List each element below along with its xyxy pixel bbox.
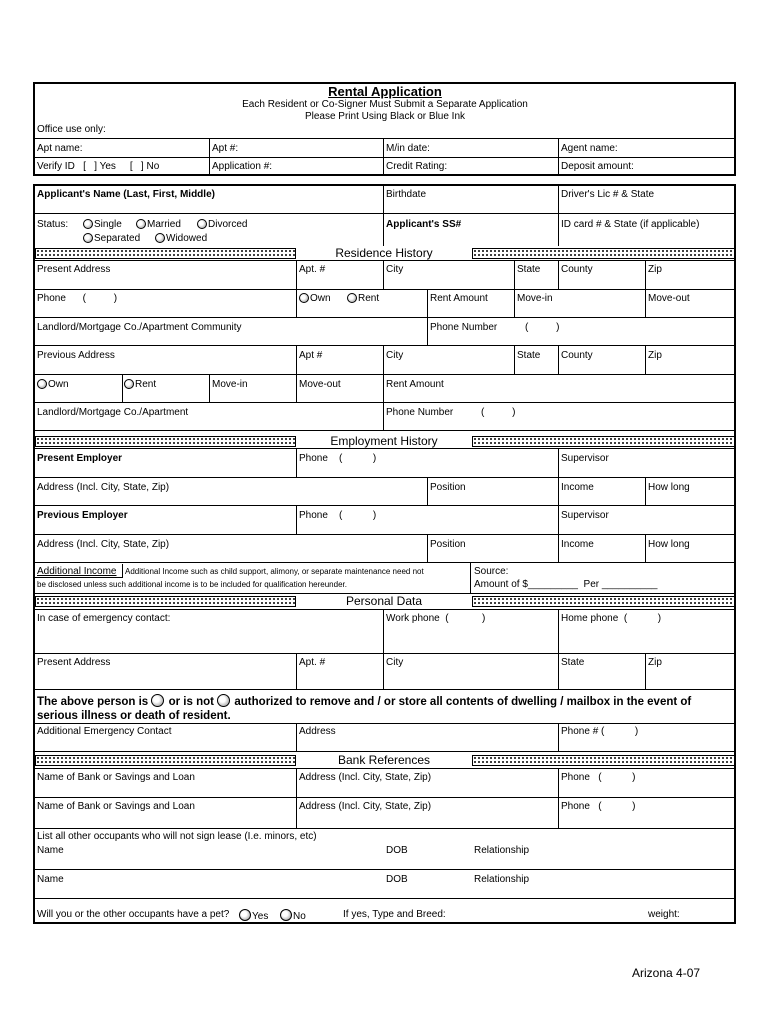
present-zip-field[interactable]: Zip (648, 264, 662, 275)
section-bar-right (472, 436, 735, 447)
pet-weight-field[interactable]: weight: (648, 909, 680, 920)
authorized-no-radio-icon[interactable] (217, 694, 230, 707)
previous-city-field[interactable]: City (386, 350, 404, 361)
radio-circle-icon[interactable] (280, 909, 292, 921)
section-bar-right (472, 755, 735, 766)
id-card-field[interactable]: ID card # & State (if applicable) (561, 219, 700, 230)
previous-employer-field[interactable]: Previous Employer (37, 510, 128, 521)
bank-name-field-2[interactable]: Name of Bank or Savings and Loan (37, 801, 195, 812)
radio-circle-icon[interactable] (124, 379, 134, 389)
previous-employer-phone-field[interactable]: Phone ( ) (299, 510, 377, 521)
occupant-relationship-field-2[interactable]: Relationship (474, 874, 530, 885)
income-amount-field[interactable]: Amount of $_________ Per __________ (474, 579, 658, 590)
credit-rating-field[interactable]: Credit Rating: (386, 161, 448, 172)
occupant-dob-field-1[interactable]: DOB (386, 845, 408, 856)
additional-emergency-contact-field[interactable]: Additional Emergency Contact (37, 726, 172, 737)
residence-own-option[interactable]: Own (299, 293, 331, 305)
previous-county-field[interactable]: County (561, 350, 593, 361)
previous-address-field[interactable]: Previous Address (37, 350, 115, 361)
status-separated-option[interactable]: Separated (83, 233, 140, 245)
personal-data-heading: Personal Data (345, 594, 423, 608)
additional-contact-address-field[interactable]: Address (299, 726, 336, 737)
previous-how-long-field[interactable]: How long (648, 539, 690, 550)
landlord-phone-field[interactable]: Phone Number ( ) (430, 322, 560, 333)
previous-move-out-field[interactable]: Move-out (299, 379, 341, 390)
form-title: Rental Application (328, 84, 442, 99)
previous-landlord-field[interactable]: Landlord/Mortgage Co./Apartment (37, 407, 189, 418)
apt-number-field[interactable]: Apt #: (212, 143, 239, 154)
radio-circle-icon[interactable] (239, 909, 251, 921)
bank-phone-field-1[interactable]: Phone ( ) (561, 772, 636, 783)
present-employer-field[interactable]: Present Employer (37, 453, 123, 464)
form-subtitle-1: Each Resident or Co-Signer Must Submit a Separate Application (242, 99, 528, 110)
present-employer-phone-field[interactable]: Phone ( ) (299, 453, 377, 464)
status-single-option[interactable]: Single (83, 219, 122, 231)
move-out-field[interactable]: Move-out (648, 293, 690, 304)
apt-name-field[interactable]: Apt name: (37, 143, 83, 154)
rent-amount-field[interactable]: Rent Amount (430, 293, 488, 304)
status-married-option[interactable]: Married (136, 219, 181, 231)
bank-phone-field-2[interactable]: Phone ( ) (561, 801, 636, 812)
present-how-long-field[interactable]: How long (648, 482, 690, 493)
section-bar-left (35, 248, 296, 259)
form-subtitle-2: Please Print Using Black or Blue Ink (304, 111, 466, 122)
section-bar-left (35, 755, 296, 766)
home-phone-field[interactable]: Home phone ( ) (561, 613, 662, 624)
previous-own-option[interactable]: Own (37, 379, 69, 391)
status-widowed-option[interactable]: Widowed (155, 233, 207, 245)
previous-apt-field[interactable]: Apt # (299, 350, 323, 361)
section-bar-right (472, 596, 735, 607)
occupant-name-field-1[interactable]: Name (37, 845, 64, 856)
emergency-city-field[interactable]: City (386, 657, 404, 668)
emergency-present-address-field[interactable]: Present Address (37, 657, 111, 668)
applicant-name-field[interactable]: Applicant's Name (Last, First, Middle) (37, 189, 215, 200)
pet-yes-option[interactable]: Yes (239, 909, 268, 923)
residence-history-heading: Residence History (335, 246, 433, 260)
radio-circle-icon[interactable] (83, 219, 93, 229)
occupant-name-field-2[interactable]: Name (37, 874, 64, 885)
emergency-state-field[interactable]: State (561, 657, 585, 668)
section-bar-left (35, 596, 296, 607)
occupants-instructions: List all other occupants who will not sign lease (I.e. minors, etc) (37, 831, 317, 842)
occupant-dob-field-2[interactable]: DOB (386, 874, 408, 885)
deposit-amount-field[interactable]: Deposit amount: (561, 161, 634, 172)
present-state-field[interactable]: State (517, 264, 541, 275)
present-address-field[interactable]: Present Address (37, 264, 111, 275)
application-number-field[interactable]: Application #: (212, 161, 273, 172)
drivers-license-field[interactable]: Driver's Lic # & State (561, 189, 655, 200)
present-apt-field[interactable]: Apt. # (299, 264, 326, 275)
landlord-field[interactable]: Landlord/Mortgage Co./Apartment Community (37, 322, 242, 333)
present-position-field[interactable]: Position (430, 482, 466, 493)
occupant-relationship-field-1[interactable]: Relationship (474, 845, 530, 856)
main-form-box (33, 184, 736, 924)
radio-circle-icon[interactable] (299, 293, 309, 303)
previous-income-field[interactable]: Income (561, 539, 594, 550)
present-income-field[interactable]: Income (561, 482, 594, 493)
emergency-apt-field[interactable]: Apt. # (299, 657, 326, 668)
bank-references-heading: Bank References (337, 753, 431, 767)
previous-rent-amount-field[interactable]: Rent Amount (386, 379, 444, 390)
form-footer-code: Arizona 4-07 (632, 966, 701, 980)
previous-move-in-field[interactable]: Move-in (212, 379, 248, 390)
pet-breed-field[interactable]: If yes, Type and Breed: (343, 909, 446, 920)
agent-name-field[interactable]: Agent name: (561, 143, 618, 154)
applicant-ssn-field[interactable]: Applicant's SS# (386, 219, 462, 230)
additional-income-label: Additional Income (37, 566, 117, 577)
employment-history-heading: Employment History (330, 434, 438, 448)
verify-id-field[interactable]: Verify ID [ ] Yes [ ] No (37, 161, 160, 172)
authorization-statement: The above person is or is not authorized to remove and / or store all contents of dwelling / mailbox in the event of (37, 696, 692, 708)
pet-no-option[interactable]: No (280, 909, 306, 923)
radio-circle-icon[interactable] (197, 219, 207, 229)
bank-address-field-2[interactable]: Address (Incl. City, State, Zip) (299, 801, 432, 812)
section-bar-left (35, 436, 296, 447)
authorized-yes-radio-icon[interactable] (151, 694, 164, 707)
status-divorced-option[interactable]: Divorced (197, 219, 247, 231)
previous-zip-field[interactable]: Zip (648, 350, 662, 361)
radio-circle-icon[interactable] (37, 379, 47, 389)
authorization-statement-line-2: serious illness or death of resident. (37, 710, 231, 722)
previous-employer-address-field[interactable]: Address (Incl. City, State, Zip) (37, 539, 170, 550)
section-bar-right (472, 248, 735, 259)
additional-contact-phone-field[interactable]: Phone # ( ) (561, 726, 639, 737)
emergency-zip-field[interactable]: Zip (648, 657, 662, 668)
bank-name-field-1[interactable]: Name of Bank or Savings and Loan (37, 772, 195, 783)
office-use-label: Office use only: (37, 124, 106, 135)
birthdate-field[interactable]: Birthdate (386, 189, 427, 200)
previous-supervisor-field[interactable]: Supervisor (561, 510, 609, 521)
present-supervisor-field[interactable]: Supervisor (561, 453, 609, 464)
previous-position-field[interactable]: Position (430, 539, 466, 550)
previous-landlord-phone-field[interactable]: Phone Number ( ) (386, 407, 516, 418)
bank-address-field-1[interactable]: Address (Incl. City, State, Zip) (299, 772, 432, 783)
radio-circle-icon[interactable] (136, 219, 146, 229)
previous-rent-option[interactable]: Rent (124, 379, 156, 391)
radio-circle-icon[interactable] (155, 233, 165, 243)
previous-state-field[interactable]: State (517, 350, 541, 361)
radio-circle-icon[interactable] (83, 233, 93, 243)
residence-phone-field[interactable]: Phone ( ) (37, 293, 118, 304)
radio-circle-icon[interactable] (347, 293, 357, 303)
work-phone-field[interactable]: Work phone ( ) (386, 613, 486, 624)
pet-question: Will you or the other occupants have a pet? (37, 909, 230, 920)
additional-income-note-2: be disclosed unless such additional income is to be included for qualification hereunder. (37, 580, 347, 589)
move-in-field[interactable]: Move-in (517, 293, 553, 304)
status-label: Status: (37, 219, 69, 230)
move-in-date-field[interactable]: M/in date: (386, 143, 430, 154)
present-city-field[interactable]: City (386, 264, 404, 275)
income-source-field[interactable]: Source: (474, 566, 509, 577)
additional-income-note-1: Additional Income such as child support, alimony, or separate maintenance need not (125, 567, 424, 576)
residence-rent-option[interactable]: Rent (347, 293, 379, 305)
emergency-contact-field[interactable]: In case of emergency contact: (37, 613, 171, 624)
present-employer-address-field[interactable]: Address (Incl. City, State, Zip) (37, 482, 170, 493)
present-county-field[interactable]: County (561, 264, 593, 275)
